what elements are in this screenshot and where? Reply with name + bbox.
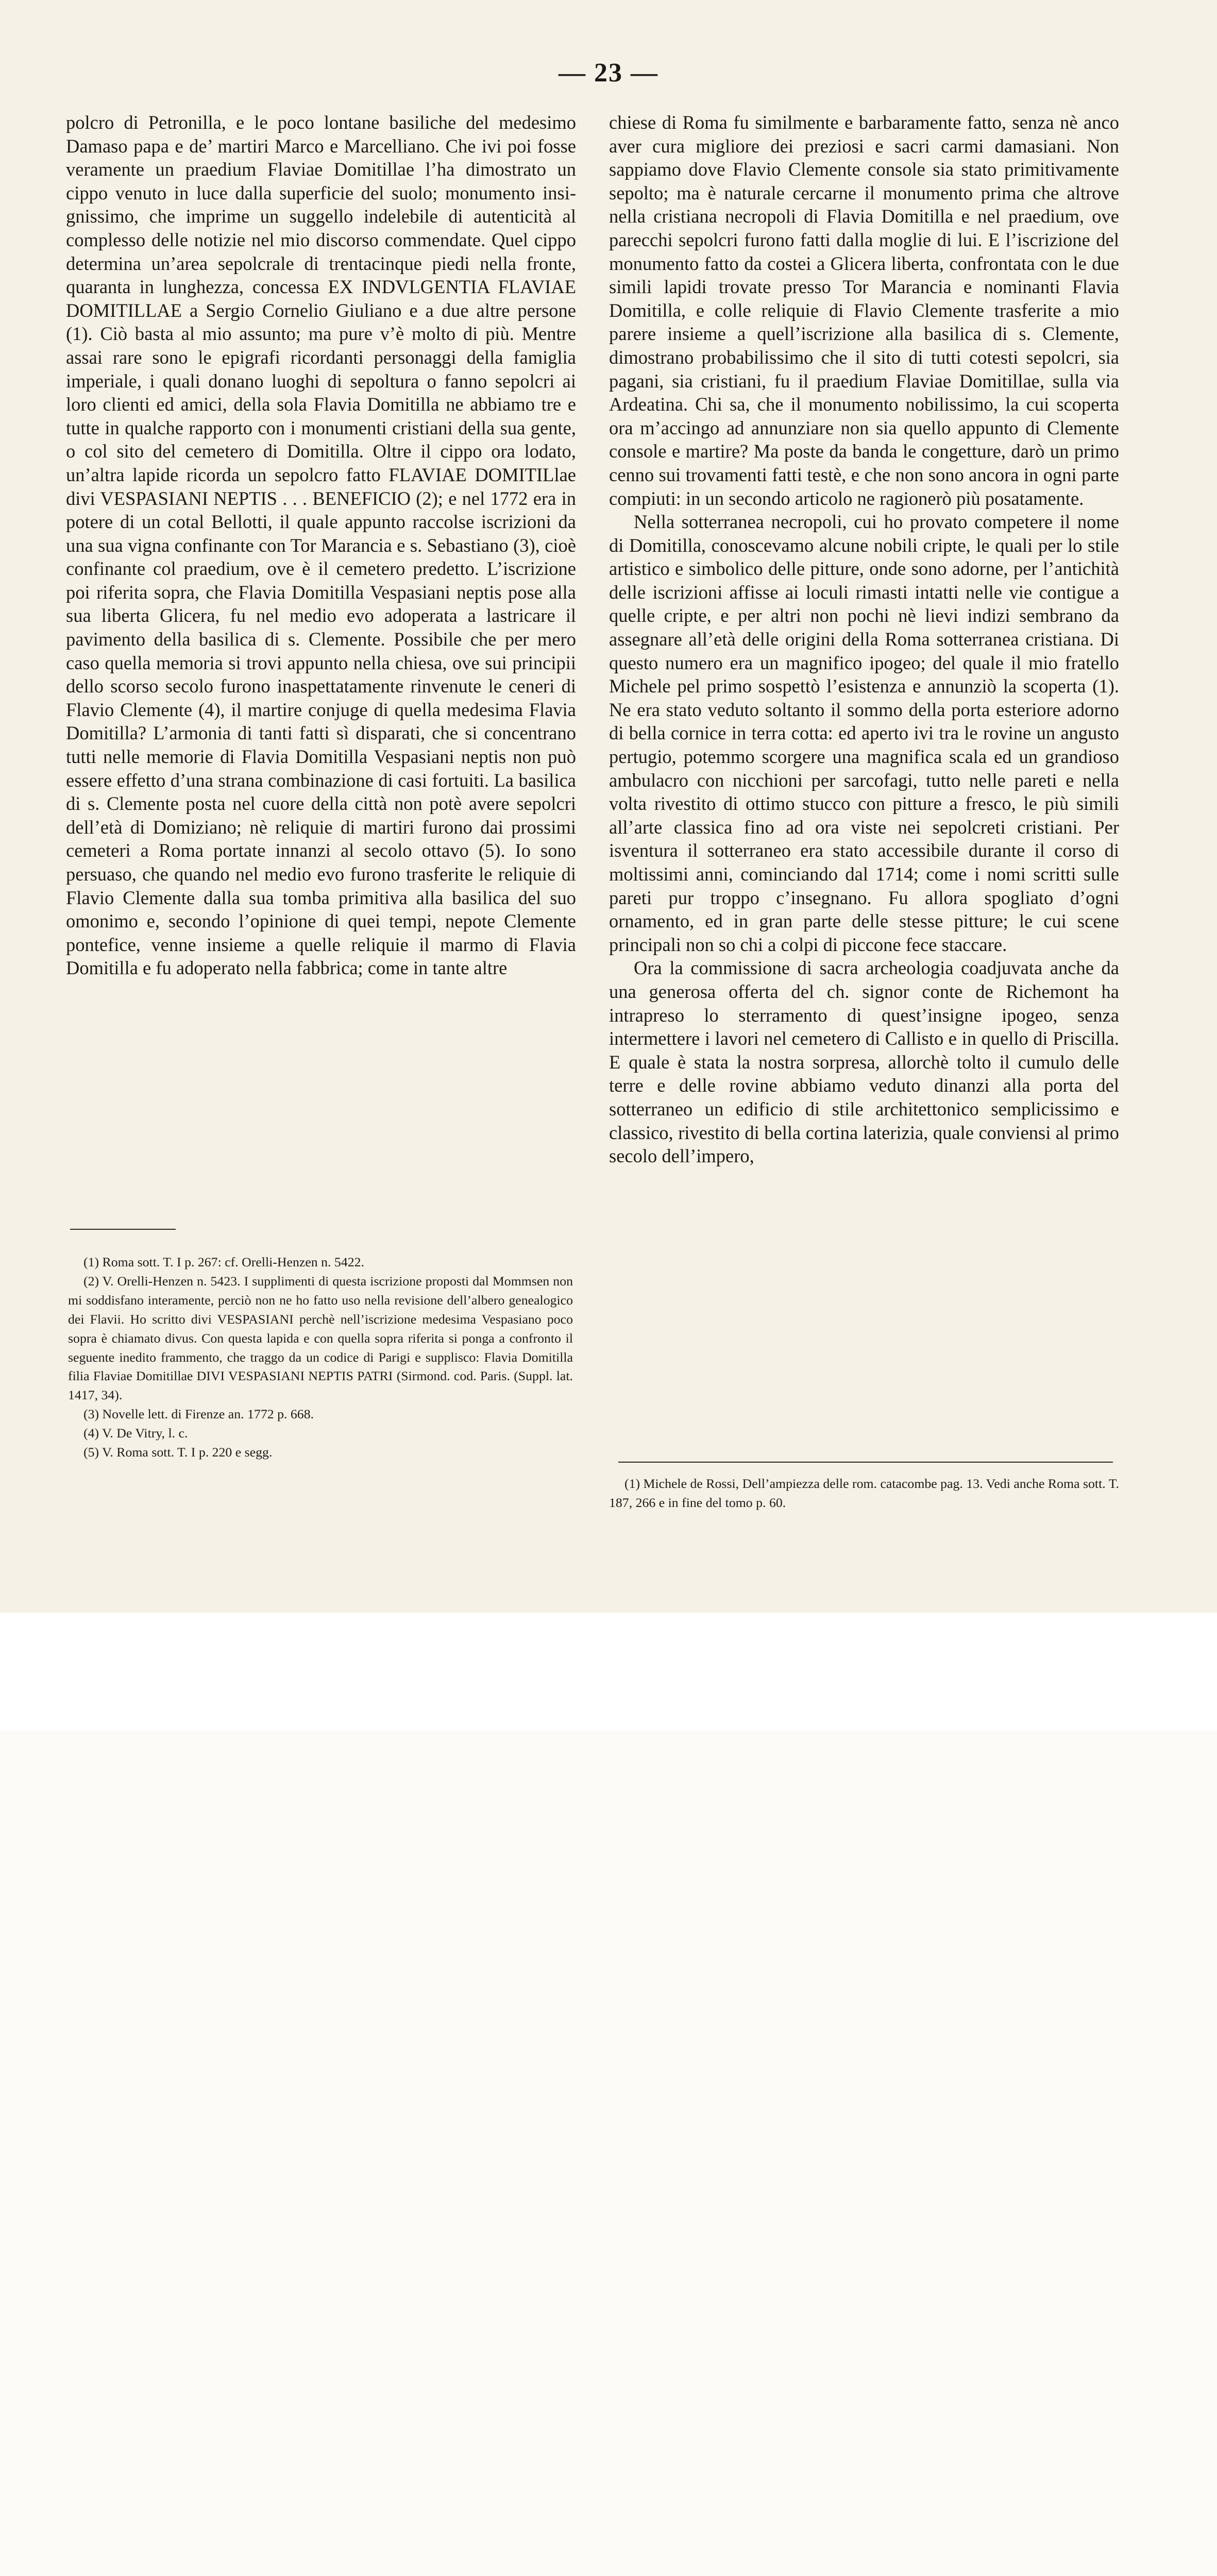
- footnote-separator: [618, 1462, 1113, 1463]
- page-number: — 23 —: [559, 58, 658, 88]
- footnote: (1) Michele de Rossi, Dell’ampiezza delle rom. catacombe pag. 13. Vedi anche Roma sott. T. 187, 266 e in fine del tomo p. 60.: [609, 1476, 1119, 1510]
- footnote: (4) V. De Vitry, l. c.: [83, 1426, 188, 1441]
- footnote: (1) Roma sott. T. I p. 267: cf. Orelli-Henzen n. 5422.: [83, 1255, 364, 1269]
- right-column: [609, 111, 1119, 1168]
- body-paragraph: polcro di Petronilla, e le poco lontane basiliche del medesimo Damaso papa e de’ martiri Marco e Marcelliano. Che ivi poi fosse veramente un praedium Flaviae Domitillae l’ha dimostrato un cippo venuto in luce dalla superficie del suolo; monumento insignissimo, che imprime un suggello indelebile di autenticità al complesso delle notizie nel mio discorso commendate. Quel cippo determina un’area sepolcrale di trentacinque piedi nella fronte, quaranta in lunghezza, concessa EX INDVLGENTIA FLAVIAE DOMITILLAE a Sergio Cornelio Giuliano e a due altre persone (1). Ciò basta al mio assunto; ma pure v’è molto di più. Mentre assai rare sono le epigrafi ricordanti personaggi della famiglia imperiale, i quali donano luoghi di sepoltura o fanno sepolcri ai loro clienti ed amici, della sola Flavia Domitilla ne abbiamo tre e tutte in qualche rapporto con i monumenti cristiani della sua gente, o col sito del cemetero di Domitilla. Oltre il cippo ora lodato, un’altra lapide ricorda un sepolcro fatto FLAVIAE DOMITILlae divi VESPASIANI NEPTIS . . . BENEFICIO (2); e nel 1772 era in potere di un cotal Bellotti, il quale appunto raccolse iscrizioni da una sua vigna confinante con Tor Marancia e s. Sebastiano (3), cioè confinante col praedium, ove è il cemetero predetto. L’iscrizione poi riferita sopra, che Flavia Domitilla Vespasiani neptis pose alla sua liberta Glicera, fu nel medio evo adoperata a lastricare il pavimento della basilica di s. Clemente. Possibile che per mero caso quella memoria si trovi appunto nella chiesa, ove sui principii dello scorso secolo furono inaspettatamente rinvenute le ceneri di Flavio Clemente (4), il martire conjuge di quella medesima Flavia Domitilla? L’armonia di tanti fatti sì disparati, che si concentrano tutti nelle memorie di Flavia Domitilla Vespasiani neptis non può essere effetto d’una strana combinazione di casi fortuiti. La basilica di s. Clemente posta nel cuore della città non potè avere sepolcri dell’età di Domiziano; nè reliquie di martiri furono dai prossimi cemeteri a Roma portate innanzi al secolo ottavo (5). Io sono persuaso, che quando nel medio evo furono trasferite le reliquie di Flavio Clemente dalla sua tomba primitiva alla basilica del suo omonimo e, secondo l’opinione di quei tempi, nepote Clemente pontefice, venne insieme a quelle reliquie il marmo di Flavia Domitilla e fu adoperato nella fabbrica; come in tante altre: [66, 112, 576, 979]
- left-column: [66, 111, 576, 980]
- footnote: (3) Novelle lett. di Firenze an. 1772 p. 668.: [83, 1406, 314, 1422]
- body-paragraph: chiese di Roma fu similmente e barbaramente fatto, senza nè anco aver cura migliore dei preziosi e sacri carmi damasiani. Non sappiamo dove Flavio Clemente console sia stato primitivamente sepolto; ma è naturale cercarne il monumento prima che altrove nella cristiana necropoli di Flavia Domitilla e nel praedium, ove parecchi sepolcri furono fatti dalla moglie di lui. E l’iscrizione del monumento fatto da costei a Glicera liberta, confrontata con le due simili lapidi trovate presso Tor Marancia e nominanti Flavia Domitilla, e colle reliquie di Flavio Clemente trasferite a mio parere insieme a quell’iscrizione alla basilica di s. Clemente, dimostrano probabilissimo che il sito di tutti cotesti sepolcri, sia pagani, sia cristiani, fu il praedium Flaviae Domitillae, sulla via Ardeatina. Chi sa, che il monumento nobilissimo, la cui scoperta ora m’accingo ad annunziare non sia quello appunto di Clemente console e martire? Ma poste da banda le congetture, darò un primo cenno sui trovamenti fatti testè, e che non sono ancora in ogni parte compiuti: in un secondo articolo ne ragionerò più posatamente.: [609, 112, 1119, 509]
- left-footnotes: [68, 1253, 573, 1462]
- body-paragraph: Ora la commissione di sacra archeologia coadjuvata anche da una generosa offerta del ch. signor conte de Richemont ha intrapreso lo sterramento di quest’insigne ipogeo, senza intermettere i lavori nel cemetero di Callisto e in quello di Priscilla. E quale è stata la nostra sorpresa, allorchè tolto il cumulo delle terre e delle rovine abbiamo veduto dinanzi alla porta del sotterraneo un edificio di stile architettonico semplicissimo e classico, rivestito di bella cortina laterizia, quale conviensi al primo secolo dell’impero,: [609, 957, 1119, 1167]
- footnote: (2) V. Orelli-Henzen n. 5423. I supplimenti di questa iscrizione proposti dal Mommsen non mi soddisfano interamente, perciò non ne ho fatto uso nella revisione dell’albero genealogico dei Flavii. Ho scritto divi VESPASIANI perchè nell’iscrizione medesima Vespasiano poco sopra è chiamato divus. Con questa lapida e con quella sopra riferita si ponga a confronto il seguente inedito frammento, che traggo da un codice di Parigi e supplisco: Flavia Domitilla filia Flaviae Domitillae DIVI VESPASIANI NEPTIS PATRI (Sirmond. cod. Paris. (Suppl. lat. 1417, 34).: [68, 1273, 573, 1403]
- footnote: (5) V. Roma sott. T. I p. 220 e segg.: [83, 1445, 273, 1460]
- footer-bar: [0, 1613, 1217, 1731]
- right-footnotes: [609, 1475, 1119, 1513]
- footnote-separator: [70, 1229, 176, 1230]
- body-paragraph: Nella sotterranea necropoli, cui ho provato competere il nome di Domitilla, conoscevamo alcune nobili cripte, le quali per lo stile artistico e simbolico delle pitture, onde sono adorne, per l’antichità delle iscrizioni affisse ai loculi rimasti intatti nelle vie contigue a quelle cripte, e per altri non pochi nè lievi indizi sembrano da assegnare all’età delle origini della Roma sotterranea cristiana. Di questo numero era un magnifico ipogeo; del quale il mio fratello Michele pel primo sospettò l’esistenza e annunziò la scoperta (1). Ne era stato veduto soltanto il sommo della porta esteriore adorno di bella cornice in terra cotta: ed aperto ivi tra le rovine un angusto pertugio, potemmo scorgere una magnifica scala ed un grandioso ambulacro con nicchioni per sarcofagi, tutto nelle pareti e nella volta rivestito di ottimo stucco con pitture a fresco, le più simili all’arte classica fino ad ora viste nei sepolcreti cristiani. Per isventura il sotterraneo era stato accessibile durante il corso di moltissimi anni, cominciando dal 1714; come i nomi scritti sulle pareti pur troppo c’insegnano. Fu allora spogliato d’ogni ornamento, ed in gran parte delle stesse pitture; le cui scene principali non so chi a colpi di piccone fece staccare.: [609, 511, 1119, 955]
